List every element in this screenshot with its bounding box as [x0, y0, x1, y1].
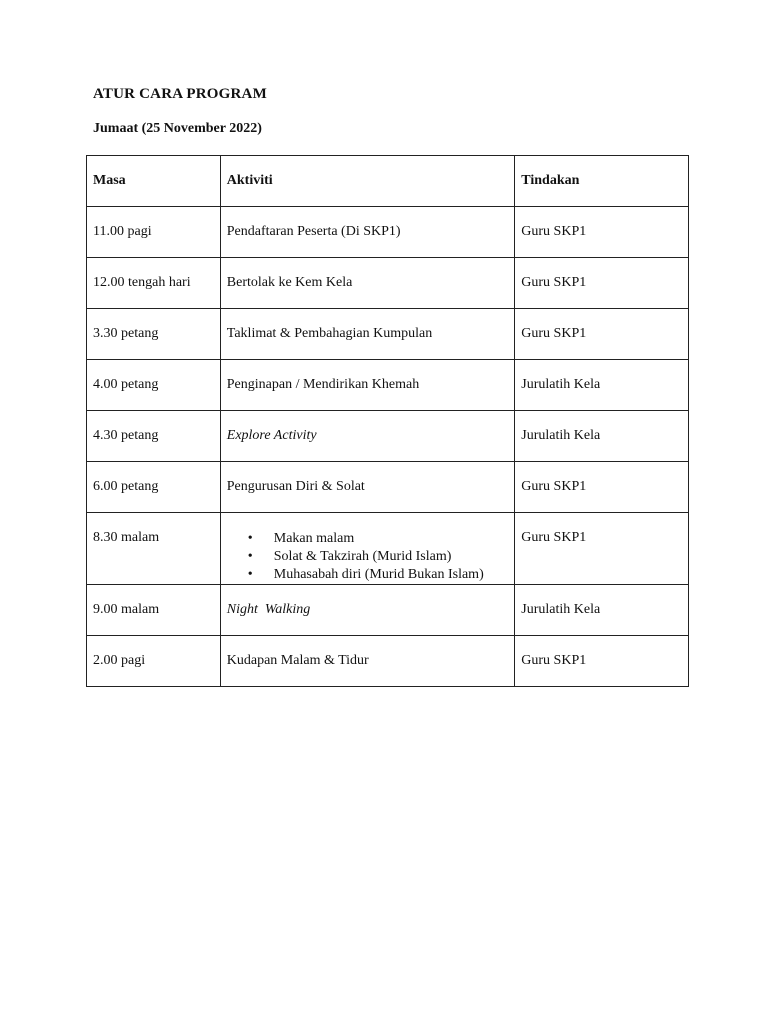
cell-tindakan: Guru SKP1 [515, 207, 689, 258]
cell-tindakan: Jurulatih Kela [515, 585, 689, 636]
cell-aktiviti-list [220, 513, 515, 585]
activity-bullet-list [227, 530, 509, 584]
cell-aktiviti: Taklimat & Pembahagian Kumpulan [220, 309, 515, 360]
cell-aktiviti: Pendaftaran Peserta (Di SKP1) [220, 207, 515, 258]
table-row [87, 207, 689, 258]
cell-masa: 2.00 pagi [87, 636, 221, 687]
cell-aktiviti: Kudapan Malam & Tidur [220, 636, 515, 687]
table-row [87, 513, 689, 585]
document-subtitle: Jumaat (25 November 2022) [93, 121, 262, 136]
cell-tindakan: Guru SKP1 [515, 258, 689, 309]
cell-tindakan: Jurulatih Kela [515, 411, 689, 462]
table-row [87, 360, 689, 411]
cell-aktiviti: Bertolak ke Kem Kela [220, 258, 515, 309]
cell-tindakan: Guru SKP1 [515, 309, 689, 360]
table-row [87, 258, 689, 309]
cell-tindakan: Guru SKP1 [515, 462, 689, 513]
cell-masa: 9.00 malam [87, 585, 221, 636]
table-row [87, 462, 689, 513]
list-item: • Muhasabah diri (Murid Bukan Islam) [274, 566, 509, 584]
cell-aktiviti: Explore Activity [220, 411, 515, 462]
cell-masa: 8.30 malam [87, 513, 221, 585]
cell-masa: 3.30 petang [87, 309, 221, 360]
schedule-table [86, 155, 689, 687]
cell-masa: 12.00 tengah hari [87, 258, 221, 309]
cell-masa: 4.30 petang [87, 411, 221, 462]
table-row [87, 309, 689, 360]
table-row [87, 411, 689, 462]
header-tindakan: Tindakan [515, 156, 689, 207]
cell-tindakan: Guru SKP1 [515, 636, 689, 687]
cell-aktiviti: Pengurusan Diri & Solat [220, 462, 515, 513]
cell-masa: 11.00 pagi [87, 207, 221, 258]
cell-aktiviti: Penginapan / Mendirikan Khemah [220, 360, 515, 411]
list-item: • Makan malam [274, 530, 509, 548]
cell-tindakan: Jurulatih Kela [515, 360, 689, 411]
table-row [87, 636, 689, 687]
cell-tindakan: Guru SKP1 [515, 513, 689, 585]
list-item: • Solat & Takzirah (Murid Islam) [274, 548, 509, 566]
header-aktiviti: Aktiviti [220, 156, 515, 207]
header-masa: Masa [87, 156, 221, 207]
table-row [87, 585, 689, 636]
table-header-row [87, 156, 689, 207]
cell-masa: 6.00 petang [87, 462, 221, 513]
cell-masa: 4.00 petang [87, 360, 221, 411]
document-title: ATUR CARA PROGRAM [93, 86, 267, 102]
cell-aktiviti: Night Walking [220, 585, 515, 636]
